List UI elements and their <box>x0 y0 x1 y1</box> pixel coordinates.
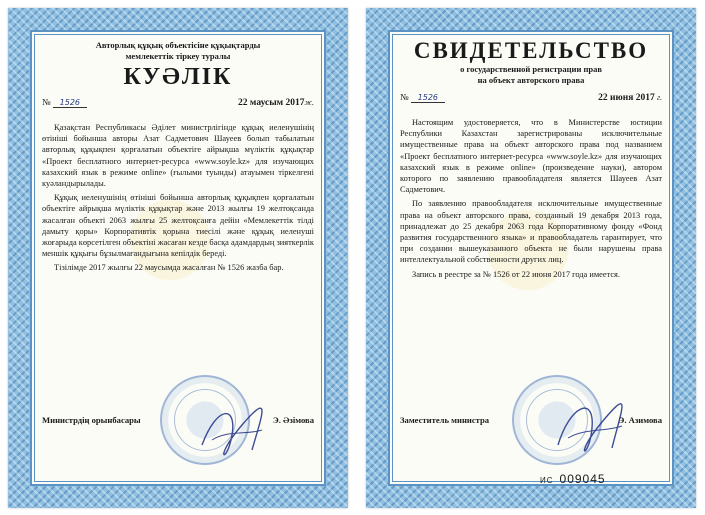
certificate-text <box>400 117 662 280</box>
subtitle-line-1: о государственной регистрации прав <box>460 64 602 74</box>
handwritten-signature <box>550 390 630 460</box>
signature-line <box>42 415 314 425</box>
date-suffix: ж. <box>304 98 314 107</box>
registration-number <box>400 92 445 103</box>
paragraph: Құқық иеленушінің өтініші бойынша авторлық құқықпен қорғалатын объектіге айрықша мүліктік құқықтар және 2013 жылғы 19 желтоқсанда жасалған объекті 2063 жылғы 25 желтоқсанға дейін «Мемлекеттік тілді дамыту қоры» Корпоративтік қорына тиесілі және құқық иеленуші жоғарыда көрсетілген объектіні жасаған кезде басқа адамдардың зияткерлік меншік құқығы бұзылмағандығына кепілдік береді. <box>42 193 315 259</box>
serial-value: 009045 <box>559 472 606 486</box>
handwritten-number: 1526 <box>53 98 87 108</box>
handwritten-signature <box>192 395 272 465</box>
paragraph: Қазақстан Республикасы Әділет министрлігінде құқық иеленушінің өтініші бойынша авторы Азат Садметович Шауеев болып табылатын авторлық құқықпен қорғалатын объектіге айрықша мүліктік құқықтар «Проект бесплатного интернет-ресурса «www.soyle.kz» для изучающих казахский язык в режиме online» (ғылыми туынды) атауымен тіркелгені куәландырылады. <box>42 123 314 189</box>
paragraph: Настоящим удостоверяется, что в Министерстве юстиции Республики Казахстан зарегистрированы исключительные имущественные права на объект авторского права под названием «Проект бесплатного интернет-ресурса «www.soyle.kz» для изучающих казахский язык в режиме online» (произведение науки), автором которого по заявлению правообладателя является Шауеев Азат Садметович. <box>400 118 662 195</box>
header-line-2: мемлекеттік тіркеу туралы <box>125 51 231 61</box>
number-date-line <box>400 92 662 103</box>
paragraph: По заявлению правообладателя исключительные имущественные права на объект авторского права, созданный 19 декабря 2013 года, принадлежат до 25 декабря 2063 года Корпоративному фонду «Фонд развития государственного языка» и правообладатель гарантирует, что при создании вышеуказанного объекта не были нарушены права интеллектуальной собственности других лиц. <box>400 199 662 265</box>
series-label: ИС <box>540 476 554 485</box>
certificate-body <box>388 30 674 486</box>
number-prefix: № <box>42 97 51 107</box>
date-suffix: г. <box>656 93 662 102</box>
certificate-text <box>42 122 314 274</box>
certificate-kazakh <box>8 8 348 508</box>
signer-name: Э. Әзімова <box>272 415 314 425</box>
certificate-body <box>30 30 326 486</box>
certificate-russian <box>366 8 696 508</box>
registration-number <box>42 97 87 108</box>
date-text: 22 маусым 2017 <box>238 98 305 108</box>
signer-name: Э. Азимова <box>618 415 662 425</box>
certificate-header <box>42 40 314 62</box>
certificate-title: КУӘЛІК <box>123 64 233 90</box>
paragraph: Тізілімде 2017 жылғы 22 маусымда жасалған № 1526 жазба бар. <box>54 263 284 273</box>
issue-date <box>238 97 314 108</box>
signer-title: Министрдің орынбасары <box>42 415 141 425</box>
serial-number <box>540 472 606 486</box>
signature-line <box>400 415 662 425</box>
number-date-line <box>42 97 314 108</box>
paragraph: Запись в реестре за № 1526 от 22 июня 2017 года имеется. <box>412 269 620 279</box>
header-line-1: Авторлық құқық объектісіне құқықтарды <box>95 40 261 50</box>
date-text: 22 июня 2017 <box>598 93 655 103</box>
signer-title: Заместитель министра <box>400 415 490 425</box>
subtitle-line-2: на объект авторского права <box>477 75 585 85</box>
certificate-subtitle <box>400 64 662 86</box>
certificate-title: СВИДЕТЕЛЬСТВО <box>413 38 649 63</box>
issue-date <box>598 92 662 103</box>
handwritten-number: 1526 <box>411 93 445 103</box>
number-prefix: № <box>400 92 409 102</box>
